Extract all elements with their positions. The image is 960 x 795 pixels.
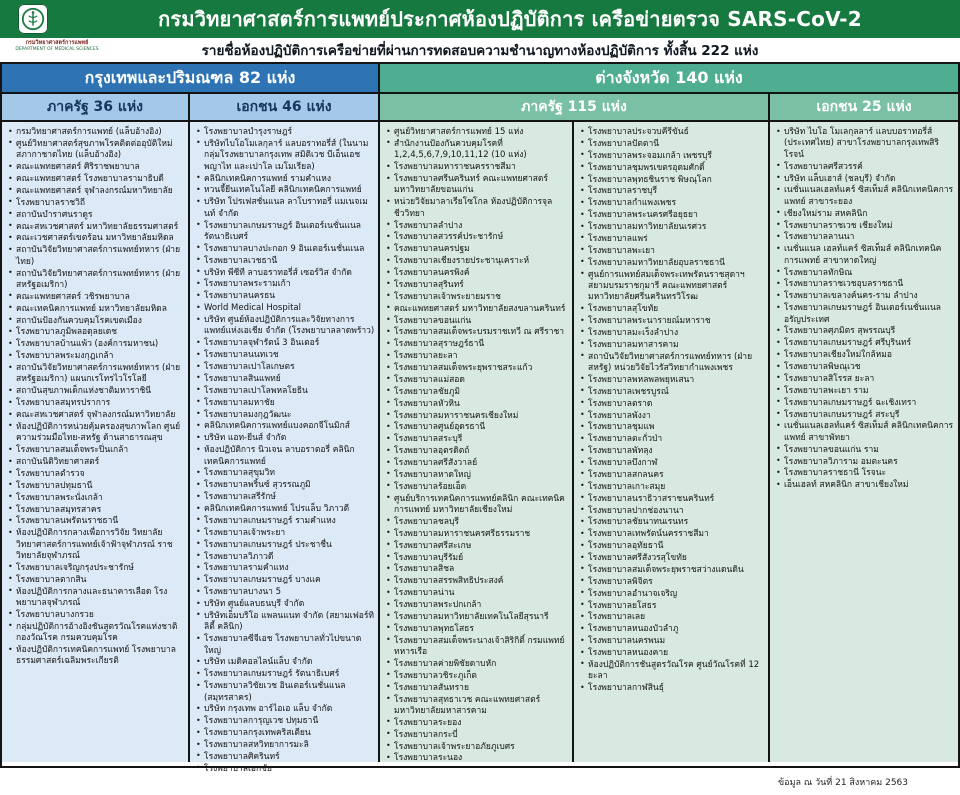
- lab-list-item: • โรงพยาบาลยะลา: [386, 351, 569, 362]
- lab-list-item: • ห้องปฏิบัติการกลางและธนาคารเลือด โรงพยาบาลจุฬาภรณ์: [8, 587, 185, 610]
- lab-list-item: • โรงพยาบาลมหาราชนครราชสีมา: [386, 162, 569, 173]
- lab-list-item: • โรงพยาบาลเกษมราษฎร์ ประชาชื่น: [196, 540, 375, 551]
- subtitle: รายชื่อห้องปฏิบัติการเครือข่ายที่ผ่านการทดสอบความชำนาญทางห้องปฏิบัติการ ทั้งสิ้น 222 แห่ง: [0, 38, 960, 62]
- column-header-bkk-government: ภาครัฐ 36 แห่ง: [2, 94, 190, 120]
- lab-list-item: • โรงพยาบาลตะกั่วป่า: [580, 434, 765, 445]
- lab-list-item: • โรงพยาบาลพระจอมเกล้า เพชรบุรี: [580, 151, 765, 162]
- lab-list-item: • โรงพยาบาลนครพนม: [580, 636, 765, 647]
- lab-list-item: • โรงพยาบาลบำรุงราษฎร์: [196, 127, 375, 138]
- lab-list-item: • โรงพยาบาลพิษณุเวช: [776, 362, 955, 373]
- lab-list-item: • โรงพยาบาลเวชธานี: [196, 256, 375, 267]
- lab-list-item: • โรงพยาบาลวิภาวดี: [196, 552, 375, 563]
- lab-list-item: • กลุ่มปฏิบัติการอ้างอิงชันสูตรวัณโรคแห่งชาติ กองวัณโรค กรมควบคุมโรค: [8, 622, 185, 645]
- lab-list-item: • ห้องปฏิบัติการกลางเพื่อการวิจัย วิทยาลัยวิทยาศาสตร์การแพทย์เจ้าฟ้าจุฬาภรณ์ ราชวิทยาลัยจุฬาภรณ์: [8, 528, 185, 562]
- lab-list-item: • โรงพยาบาลพหลพลพยุหเสนา: [580, 375, 765, 386]
- lab-list-item: • โรงพยาบาลอำนาจเจริญ: [580, 589, 765, 600]
- lab-list-item: • บริษัท โปรเฟสชั่นแนล ลาโบราทอรี่ แมเนจเมนท์ จำกัด: [196, 197, 375, 220]
- lab-list-item: • โรงพยาบาลพระปกเกล้า: [386, 600, 569, 611]
- lab-list-item: • ห้องปฏิบัติการหน่วยคุ้มครองสุขภาพโลก ศูนย์ความร่วมมือไทย-สหรัฐ ด้านสาธารณสุข: [8, 422, 185, 445]
- lab-list-item: • คณะแพทยศาสตร์ จุฬาลงกรณ์มหาวิทยาลัย: [8, 186, 185, 197]
- column-header-provincial-government: ภาครัฐ 115 แห่ง: [380, 94, 770, 120]
- lab-list-item: • โรงพยาบาลสุขุมวิท: [196, 468, 375, 479]
- lab-list-item: • โรงพยาบาลทักษิณ: [776, 268, 955, 279]
- lab-list-item: • โรงพยาบาลกระบี่: [386, 730, 569, 741]
- lab-list-item: • คณะแพทยศาสตร์ มหาวิทยาลัยสงขลานครินทร์: [386, 304, 569, 315]
- lab-list-item: • โรงพยาบาลสมเด็จพระยุพราชสว่างแดนดิน: [580, 565, 765, 576]
- lab-list-item: • บริษัท เมดิคอลไลน์แล็บ จำกัด: [196, 657, 375, 668]
- lab-list-item: • โรงพยาบาลสิชล: [386, 564, 569, 575]
- lab-list-item: • โรงพยาบาลวิภาราม อมตะนคร: [776, 457, 955, 468]
- lab-list-item: • โรงพยาบาลราชบุรี: [580, 186, 765, 197]
- lab-list-item: • โรงพยาบาลพุทธชินราช พิษณุโลก: [580, 175, 765, 186]
- lab-list-item: • โรงพยาบาลศูนย์อุดรธานี: [386, 422, 569, 433]
- lab-list-item: • โรงพยาบาลสหวิทยาการมะลิ: [196, 740, 375, 751]
- lab-list-item: • เนชั่นแนลเฮลท์แคร์ ซิสเท็มส์ คลินิกเทคนิคการแพทย์ สาขาระยอง: [776, 185, 955, 208]
- lab-list-item: • โรงพยาบาลศิครินทร์: [196, 752, 375, 763]
- column-provincial-government: [380, 122, 770, 762]
- table-body: [2, 122, 958, 774]
- lab-list-item: • โรงพยาบาลเจ้าพระยาอภัยภูเบศร: [386, 742, 569, 753]
- lab-list-item: • บริษัทไบโอโมเลกุลาร์ แลบอราทอรี่ส์ (ในนามกลุ่มโรงพยาบาลกรุงเทพ สมิติเวช บีเอ็นเอช พญาไท และเปาโล เมโมเรียล): [196, 139, 375, 173]
- lab-list-item: • โรงพยาบาลวชิระภูเก็ต: [386, 671, 569, 682]
- lab-list-item: • โรงพยาบาลอุตรดิตถ์: [386, 446, 569, 457]
- lab-list-item: • บริษัท พีซีที ลาบอราทอรี่ส์ เซอร์วิส จำกัด: [196, 268, 375, 279]
- lab-list-item: • ศูนย์วิทยาศาสตร์สุขภาพโรคติดต่ออุบัติใหม่ สภากาชาดไทย (แล็บอ้างอิง): [8, 139, 185, 162]
- lab-list-item: • โรงพยาบาลพะเยา: [580, 246, 765, 257]
- lab-list-item: • สถาบันวิจัยวิทยาศาสตร์การแพทย์ทหาร (ฝ่ายไทย): [8, 245, 185, 268]
- lab-list-item: • โรงพยาบาลสมเด็จพระนางเจ้าสิริกิติ์ กรมแพทย์ทหารเรือ: [386, 636, 569, 659]
- lab-list-item: • สำนักงานป้องกันควบคุมโรคที่ 1,2,4,5,6,7,9,10,11,12 (10 แห่ง): [386, 139, 569, 162]
- lab-list-item: • โรงพยาบาลสุโขทัย: [580, 304, 765, 315]
- lab-list-item: • โรงพยาบาลสันทราย: [386, 683, 569, 694]
- group-header-provinces: ต่างจังหวัด 140 แห่ง: [380, 64, 958, 92]
- lab-list-item: • คลินิกเทคนิคการแพทย์ รามคำแหง: [196, 174, 375, 185]
- lab-list-item: • โรงพยาบาลชลบุรี: [386, 517, 569, 528]
- dms-seal-icon: [21, 7, 45, 31]
- lab-list-item: • โรงพยาบาลตำรวจ: [8, 469, 185, 480]
- lab-list-item: • โรงพยาบาลพุทธโสธร: [386, 624, 569, 635]
- lab-list-item: • โรงพยาบาลปัตตานี: [580, 139, 765, 150]
- lab-list-item: • World Medical Hospital: [196, 303, 375, 314]
- lab-list-item: • ศูนย์การแพทย์สมเด็จพระเทพรัตนราชสุดาฯ สยามบรมราชกุมารี คณะแพทยศาสตร์ มหาวิทยาลัยศรีนครินทรวิโรฒ: [580, 270, 765, 304]
- lab-list-item: • โรงพยาบาลพระนารายณ์มหาราช: [580, 316, 765, 327]
- lab-list-item: • โรงพยาบาลตราด: [580, 399, 765, 410]
- column-provincial-private: [770, 122, 958, 762]
- lab-list-item: • โรงพยาบาลการุญเวช ปทุมธานี: [196, 716, 375, 727]
- lab-list-item: • โรงพยาบาลบุรีรัมย์: [386, 553, 569, 564]
- lab-list-item: • โรงพยาบาลบางนา 5: [196, 587, 375, 598]
- lab-list-item: • โรงพยาบาลเสรีรักษ์: [196, 492, 375, 503]
- lab-list-item: • โรงพยาบาลมหาวิทยาลัยนเรศวร: [580, 222, 765, 233]
- lab-list-item: • คณะแพทยศาสตร์ ศิริราชพยาบาล: [8, 162, 185, 173]
- lab-list-item: • โรงพยาบาลสุรินทร์: [386, 280, 569, 291]
- lab-list-item: • คณะสหเวชศาสตร์ มหาวิทยาลัยธรรมศาสตร์: [8, 222, 185, 233]
- lab-list-item: • โรงพยาบาลเจ้าพระยายมราช: [386, 292, 569, 303]
- lab-list-item: • โรงพยาบาลนราธิวาสราชนครินทร์: [580, 494, 765, 505]
- lab-list-item: • โรงพยาบาลแม่สอด: [386, 375, 569, 386]
- lab-list-item: • โรงพยาบาลสิโรรส ยะลา: [776, 374, 955, 385]
- lab-list-item: • บริษัท แอท-ยีนส์ จำกัด: [196, 433, 375, 444]
- column-bkk-government: [2, 122, 190, 762]
- title-bar: [0, 0, 960, 38]
- lab-list-item: • โรงพยาบาลพะเยา ราม: [776, 386, 955, 397]
- lab-list-item: • โรงพยาบาลมงกุฎวัฒนะ: [196, 410, 375, 421]
- lab-list-item: • โรงพยาบาลสุราษฎร์ธานี: [386, 339, 569, 350]
- lab-list-item: • โรงพยาบาลเกษมราษฎร์ ศรีบุรินทร์: [776, 338, 955, 349]
- lab-list-item: • โรงพยาบาลรามคำแหง: [196, 563, 375, 574]
- lab-list-item: • โรงพยาบาลมะเร็งลำปาง: [580, 328, 765, 339]
- lab-list-item: • โรงพยาบาลตากสิน: [8, 575, 185, 586]
- lab-list-provincial-government-left: [386, 127, 569, 765]
- lab-list-item: • สถาบันสุขภาพเด็กแห่งชาติมหาราชินี: [8, 386, 185, 397]
- logo-caption-th: กรมวิทยาศาสตร์การแพทย์: [25, 40, 89, 46]
- lab-list-item: • โรงพยาบาลนครปฐม: [386, 244, 569, 255]
- lab-list-item: • โรงพยาบาลราชเวช เชียงใหม่: [776, 221, 955, 232]
- lab-list-item: • โรงพยาบาลศรีสวรรค์: [776, 162, 955, 173]
- lab-list-item: • โรงพยาบาลลานนา: [776, 232, 955, 243]
- lab-list-item: • โรงพยาบาลพริ้นซ์ สุวรรณภูมิ: [196, 480, 375, 491]
- lab-list-item: • คณะแพทยศาสตร์ โรงพยาบาลรามาธิบดี: [8, 174, 185, 185]
- lab-list-item: • โรงพยาบาลมหาราชนครศรีธรรมราช: [386, 529, 569, 540]
- lab-list-item: • โรงพยาบาลปทุมธานี: [8, 481, 185, 492]
- lab-list-item: • โรงพยาบาลค่ายพิชัยดาบหัก: [386, 659, 569, 670]
- lab-list-item: • โรงพยาบาลเชียงใหม่ใกล้หมอ: [776, 350, 955, 361]
- lab-list-item: • โรงพยาบาลหัวหิน: [386, 399, 569, 410]
- lab-list-item: • คณะสหเวชศาสตร์ จุฬาลงกรณ์มหาวิทยาลัย: [8, 410, 185, 421]
- lab-list-item: • โรงพยาบาลสมุทรปราการ: [8, 398, 185, 409]
- page-title: กรมวิทยาศาสตร์การแพทย์ประกาศห้องปฏิบัติการ เครือข่ายตรวจ SARS-CoV-2: [158, 7, 862, 31]
- lab-list-item: • บริษัทเอ็มบริโอ แพลนแนท จำกัด (สยามเฟอร์ทิลิตี้ คลินิก): [196, 611, 375, 634]
- lab-list-item: • โรงพยาบาลกรุงเทพคริสเตียน: [196, 728, 375, 739]
- lab-list-item: • โรงพยาบาลราชเวชอุบลราชธานี: [776, 279, 955, 290]
- lab-list-item: • โรงพยาบาลราชวิถี: [8, 198, 185, 209]
- lab-list-item: • โรงพยาบาลหาดใหญ่: [386, 470, 569, 481]
- lab-list-item: • โรงพยาบาลสมเด็จพระยุพราชสระแก้ว: [386, 363, 569, 374]
- lab-list-item: • โรงพยาบาลพระนั่งเกล้า: [8, 493, 185, 504]
- lab-list-item: • เอ็นเฮลท์ สหคลินิก สาขาเชียงใหม่: [776, 480, 955, 491]
- lab-list-item: • โรงพยาบาลหนองบัวลำภู: [580, 624, 765, 635]
- lab-list-item: • โรงพยาบาลเจ้าพระยา: [196, 528, 375, 539]
- lab-list-item: • เชียงใหม่ราม สหคลินิก: [776, 209, 955, 220]
- lab-list-item: • โรงพยาบาลพัทลุง: [580, 446, 765, 457]
- lab-list-item: • โรงพยาบาลภูมิพลอดุลยเดช: [8, 327, 185, 338]
- lab-list-item: • โรงพยาบาลศรีสังวาลย์: [386, 458, 569, 469]
- lab-list-item: • สถาบันบำราศนราดูร: [8, 210, 185, 221]
- lab-list-item: • สถาบันนิติวิทยาศาสตร์: [8, 457, 185, 468]
- lab-list-item: • โรงพยาบาลประจวบคีรีขันธ์: [580, 127, 765, 138]
- lab-list-item: • กรมวิทยาศาสตร์การแพทย์ (แล็บอ้างอิง): [8, 127, 185, 138]
- lab-list-item: • โรงพยาบาลเอกชัย: [196, 764, 375, 775]
- lab-list-item: • โรงพยาบาลเลย: [580, 612, 765, 623]
- lab-list-item: • โรงพยาบาลร้อยเอ็ด: [386, 482, 569, 493]
- logo-caption: [2, 40, 112, 53]
- lab-list-item: • คณะแพทยศาสตร์ วชิรพยาบาล: [8, 292, 185, 303]
- lab-list-item: • โรงพยาบาลพระนครศรีอยุธยา: [580, 210, 765, 221]
- lab-list-item: • โรงพยาบาลมหาวิทยาลัยอุบลราชธานี: [580, 258, 765, 269]
- lab-list-item: • โรงพยาบาลเชียงรายประชานุเคราะห์: [386, 256, 569, 267]
- lab-list-item: • โรงพยาบาลบ้านแพ้ว (องค์การมหาชน): [8, 339, 185, 350]
- lab-list-item: • โรงพยาบาลนนทเวช: [196, 350, 375, 361]
- lab-list-item: • โรงพยาบาลสวรรค์ประชารักษ์: [386, 232, 569, 243]
- lab-list-item: • โรงพยาบาลพระรามเก้า: [196, 279, 375, 290]
- column-header-provincial-private: เอกชน 25 แห่ง: [770, 94, 958, 120]
- lab-list-item: • คณะเทคนิคการแพทย์ มหาวิทยาลัยมหิดล: [8, 304, 185, 315]
- lab-list-item: • ห้องปฏิบัติการชันสูตรวัณโรค ศูนย์วัณโรคที่ 12 ยะลา: [580, 660, 765, 683]
- lab-list-item: • โรงพยาบาลมหาวิทยาลัยเทคโนโลยีสุรนารี: [386, 612, 569, 623]
- lab-list-item: • โรงพยาบาลเปาโลพหลโยธิน: [196, 386, 375, 397]
- lab-list-item: • โรงพยาบาลศุภมิตร สุพรรณบุรี: [776, 326, 955, 337]
- lab-list-item: • คณะเวชศาสตร์เขตร้อน มหาวิทยาลัยมหิดล: [8, 233, 185, 244]
- lab-list-provincial-private: [776, 127, 955, 492]
- lab-list-item: • คลินิกเทคนิคการแพทย์แบงคอกจีโนมิกส์: [196, 421, 375, 432]
- sector-header-row: [2, 94, 958, 122]
- footer: [0, 768, 960, 795]
- lab-list-item: • โรงพยาบาลราชธานี โรจนะ: [776, 468, 955, 479]
- lab-list-item: • โรงพยาบาลบึงกาฬ: [580, 458, 765, 469]
- lab-list-item: • โรงพยาบาลเกษมราษฎร์ บางแค: [196, 575, 375, 586]
- lab-list-item: • เนชั่นแนล เฮลท์แคร์ ซิสเท็มส์ คลินิกเทคนิคการแพทย์ สาขาหาดใหญ่: [776, 244, 955, 267]
- lab-list-item: • โรงพยาบาลศรีสะเกษ: [386, 541, 569, 552]
- lab-list-item: • โรงพยาบาลหนองคาย: [580, 648, 765, 659]
- lab-list-item: • โรงพยาบาลนพรัตนราชธานี: [8, 516, 185, 527]
- lab-list-item: • โรงพยาบาลเพชรบูรณ์: [580, 387, 765, 398]
- group-header-bangkok: กรุงเทพและปริมณฑล 82 แห่ง: [2, 64, 380, 92]
- lab-list-item: • โรงพยาบาลสรรพสิทธิประสงค์: [386, 576, 569, 587]
- lab-list-item: • โรงพยาบาลน่าน: [386, 588, 569, 599]
- provincial-government-right: [574, 122, 768, 762]
- lab-list-item: • โรงพยาบาลวิชัยเวช อินเตอร์เนชั่นแนล (สมุทรสาคร): [196, 681, 375, 704]
- lab-list-item: • โรงพยาบาลนครธน: [196, 291, 375, 302]
- region-group-row: [2, 64, 958, 94]
- lab-list-item: • โรงพยาบาลเทพรัตน์นครราชสีมา: [580, 529, 765, 540]
- lab-list-item: • บริษัท กรุงเทพ อาร์ไอเอ แล็บ จำกัด: [196, 704, 375, 715]
- lab-list-item: • โรงพยาบาลสินแพทย์: [196, 374, 375, 385]
- column-bkk-private: [190, 122, 380, 774]
- lab-list-item: • โรงพยาบาลเขลางค์นคร-ราม ลำปาง: [776, 291, 955, 302]
- lab-list-item: • โรงพยาบาลนครพิงค์: [386, 268, 569, 279]
- lab-list-item: • โรงพยาบาลเกาะสมุย: [580, 482, 765, 493]
- data-as-of-note: ข้อมูล ณ วันที่ 21 สิงหาคม 2563: [778, 777, 908, 788]
- lab-list-item: • โรงพยาบาลมหาราชนครเชียงใหม่: [386, 411, 569, 422]
- lab-list-item: • โรงพยาบาลสระบุรี: [386, 434, 569, 445]
- lab-list-item: • โรงพยาบาลซีจีเอช โรงพยาบาลทั่วไปขนาดใหญ่: [196, 634, 375, 657]
- lab-list-item: • โรงพยาบาลเจริญกรุงประชารักษ์: [8, 563, 185, 574]
- lab-list-item: • โรงพยาบาลสกลนคร: [580, 470, 765, 481]
- lab-list-item: • โรงพยาบาลสมเด็จพระปิ่นเกล้า: [8, 445, 185, 456]
- lab-list-item: • บริษัท ไบโอ โมเลกุลลาร์ แลบบอราทอรี่ส์ (ประเทศไทย) สาขาโรงพยาบาลกรุงเทพสิริโรจน์: [776, 127, 955, 161]
- lab-list-item: • โรงพยาบาลเกษมราษฎร์ อินเตอร์เนชั่นแนล รัตนาธิเบศร์: [196, 221, 375, 244]
- lab-list-item: • สถาบันวิจัยวิทยาศาสตร์การแพทย์ทหาร (ฝ่ายสหรัฐ) หน่วยวิจัยไวรัสวิทยากำแพงเพชร: [580, 352, 765, 375]
- lab-list-item: • โรงพยาบาลชัยภูมิ: [386, 387, 569, 398]
- lab-list-item: • โรงพยาบาลบางปะกอก 9 อินเตอร์เนชั่นแนล: [196, 244, 375, 255]
- lab-list-item: • โรงพยาบาลแพร่: [580, 234, 765, 245]
- lab-list-item: • เนชั่นแนลเฮลท์แคร์ ซิสเท็มส์ คลินิกเทคนิคการแพทย์ สาขาพัทยา: [776, 421, 955, 444]
- lab-list-item: • บริษัท แล็บเฮาส์ (ชลบุรี) จำกัด: [776, 174, 955, 185]
- lab-list-item: • โรงพยาบาลพระมงกุฎเกล้า: [8, 351, 185, 362]
- logo-caption-en: DEPARTMENT OF MEDICAL SCIENCES: [15, 46, 99, 52]
- lab-list-item: • โรงพยาบาลเกษมราษฎร์ รัตนาธิเบศร์: [196, 669, 375, 680]
- lab-list-item: • โรงพยาบาลเกษมราษฎร์ ฉะเชิงเทรา: [776, 398, 955, 409]
- lab-list-item: • โรงพยาบาลมหาสารคาม: [580, 340, 765, 351]
- lab-list-item: • ศูนย์วิทยาศาสตร์การแพทย์ 15 แห่ง: [386, 127, 569, 138]
- lab-list-item: • โรงพยาบาลพิจิตร: [580, 577, 765, 588]
- lab-list-item: • โรงพยาบาลสมเด็จพระบรมราชเทวี ณ ศรีราชา: [386, 327, 569, 338]
- provincial-government-left: [380, 122, 574, 762]
- lab-list-item: • โรงพยาบาลขอนแก่น ราม: [776, 445, 955, 456]
- lab-list-item: • โรงพยาบาลชุมแพ: [580, 422, 765, 433]
- lab-list-bkk-private: [196, 127, 375, 775]
- lab-network-table: [0, 62, 960, 774]
- lab-list-item: • โรงพยาบาลกาฬสินธุ์: [580, 683, 765, 694]
- lab-list-provincial-government-right: [580, 127, 765, 695]
- lab-list-item: • หน่วยวิจัยมาลาเรียโซโกล ห้องปฏิบัติการจุลชีววิทยา: [386, 197, 569, 220]
- lab-list-item: • โรงพยาบาลสุทธาเวช คณะแพทยศาสตร์ มหาวิทยาลัยมหาสารคาม: [386, 695, 569, 718]
- lab-list-item: • โรงพยาบาลระยอง: [386, 718, 569, 729]
- lab-list-item: • โรงพยาบาลยโสธร: [580, 601, 765, 612]
- lab-list-item: • โรงพยาบาลศรีสังวรสุโขทัย: [580, 553, 765, 564]
- lab-list-item: • สถาบันวิจัยวิทยาศาสตร์การแพทย์ทหาร (ฝ่ายสหรัฐอเมริกา): [8, 269, 185, 292]
- column-header-bkk-private: เอกชน 46 แห่ง: [190, 94, 380, 120]
- lab-list-item: • โรงพยาบาลชัยนาทนเรนทร: [580, 517, 765, 528]
- lab-list-item: • โรงพยาบาลศรีนครินทร์ คณะแพทยศาสตร์ มหาวิทยาลัยขอนแก่น: [386, 174, 569, 197]
- lab-list-item: • โรงพยาบาลเกษมราษฎร์ รามคำแหง: [196, 516, 375, 527]
- lab-list-item: • โรงพยาบาลชุมพรเขตรอุดมศักดิ์: [580, 163, 765, 174]
- lab-list-item: • หวนจี้ยีนเทคโนโลยี คลินิกเทคนิคการแพทย์: [196, 185, 375, 196]
- lab-list-item: • ห้องปฏิบัติการ นิวเจน ลาบอราตอรี่ คลินิกเทคนิคการแพทย์: [196, 445, 375, 468]
- lab-list-item: • บริษัท ศูนย์ห้องปฏิบัติการและวิจัยทางการแพทย์แห่งเอเชีย จำกัด (โรงพยาบาลลาดพร้าว): [196, 315, 375, 338]
- lab-list-item: • สถาบันวิจัยวิทยาศาสตร์การแพทย์ทหาร (ฝ่ายสหรัฐอเมริกา) แผนกเรโทรไวโรโลยี: [8, 363, 185, 386]
- lab-list-bkk-government: [8, 127, 185, 668]
- lab-list-item: • โรงพยาบาลจุฬารัตน์ 3 อินเตอร์: [196, 338, 375, 349]
- lab-list-item: • โรงพยาบาลมหาชัย: [196, 398, 375, 409]
- lab-list-item: • โรงพยาบาลปากช่องนานา: [580, 506, 765, 517]
- lab-list-item: • โรงพยาบาลระนอง: [386, 753, 569, 764]
- lab-list-item: • โรงพยาบาลเกษมราษฎร์ สระบุรี: [776, 410, 955, 421]
- lab-list-item: • โรงพยาบาลสมุทรสาคร: [8, 505, 185, 516]
- lab-list-item: • โรงพยาบาลเกษมราษฎร์ อินเตอร์เนชั่นแนล อรัญประเทศ: [776, 303, 955, 326]
- lab-list-item: • ห้องปฏิบัติการเทคนิคการแพทย์ โรงพยาบาลธรรมศาสตร์เฉลิมพระเกียรติ: [8, 645, 185, 668]
- lab-list-item: • โรงพยาบาลพังงา: [580, 411, 765, 422]
- lab-list-item: • โรงพยาบาลลำปาง: [386, 221, 569, 232]
- lab-list-item: • บริษัท ศูนย์แลบธนบุรี จำกัด: [196, 599, 375, 610]
- lab-list-item: • คลินิกเทคนิคการแพทย์ โปรแล็บ วิภาวดี: [196, 504, 375, 515]
- lab-list-item: • โรงพยาบาลเปาโลเกษตร: [196, 362, 375, 373]
- lab-list-item: • ศูนย์บริการเทคนิคการแพทย์คลินิก คณะเทคนิคการแพทย์ มหาวิทยาลัยเชียงใหม่: [386, 494, 569, 517]
- lab-list-item: • โรงพยาบาลบางกรวย: [8, 610, 185, 621]
- lab-list-item: • โรงพยาบาลขอนแก่น: [386, 316, 569, 327]
- lab-list-item: • โรงพยาบาลกำแพงเพชร: [580, 198, 765, 209]
- lab-list-item: • สถาบันป้องกันควบคุมโรคเขตเมือง: [8, 316, 185, 327]
- dms-logo: [18, 4, 48, 34]
- lab-list-item: • โรงพยาบาลอุทัยธานี: [580, 541, 765, 552]
